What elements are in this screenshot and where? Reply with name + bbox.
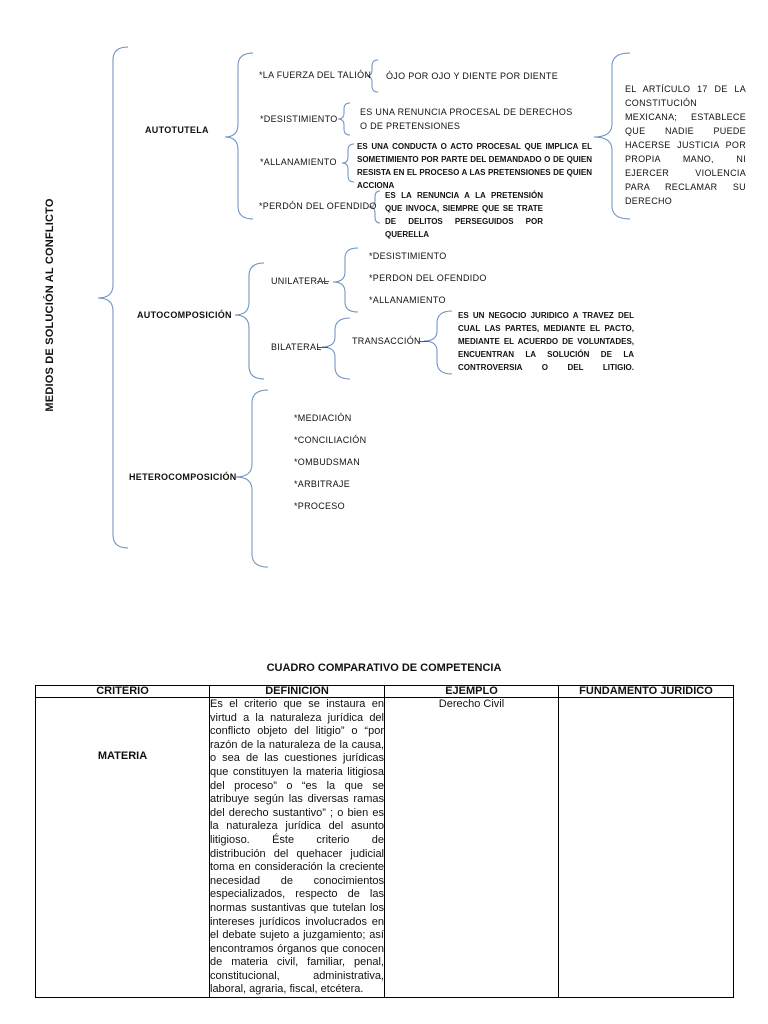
autotutela-bracket: [225, 53, 253, 219]
perdon-detail: ES LA RENUNCIA A LA PRETENSIÓN QUE INVOCA, SIEMPRE QUE SE TRATE DE DELITOS PERSEGUIDOS POR QUERELLA: [385, 191, 543, 239]
header-ejemplo: EJEMPLO: [385, 686, 559, 698]
transaccion-label: TRANSACCIÓN: [352, 336, 421, 346]
unilateral-label: UNILATERAL: [271, 276, 329, 286]
heterocomposicion-label: HETEROCOMPOSICIÓN: [129, 472, 237, 482]
hetero-item-conciliacion: *CONCILIACIÓN: [294, 435, 367, 445]
desistimiento-detail-line-2: O DE PRETENSIONES: [360, 121, 461, 131]
header-definicion: DEFINICION: [210, 686, 385, 698]
heterocomposicion-bracket: [236, 390, 268, 567]
bilateral-label: BILATERAL: [271, 342, 322, 352]
header-fundamento: FUNDAMENTO JURIDICO: [559, 686, 734, 698]
unilateral-item-allanamiento: *ALLANAMIENTO: [369, 295, 446, 305]
hetero-item-ombudsman: *OMBUDSMAN: [294, 457, 361, 467]
definicion-value: Es el criterio que se instaura en virtud a la naturaleza jurídica del conflicto objeto del litigio” o “por razón de la naturaleza de la causa, o sea de las cuestiones jurídicas que constituyen la materia litigiosa del proceso” o “es la que se atribuye según las diversas ramas del derecho sustantivo” ; o bien es la naturaleza jurídica del asunto litigioso. Éste criterio de distribución del quehacer judicial toma en consideración la creciente necesidad de conocimientos especializados, respecto de las normas sustantivas que tutelan los intereses jurídicos involucrados en el debate sujeto a juzgamiento; así encontramos órganos que conocen de materia civil, familiar, penal, constitucional, administrativa, laboral, agraria, fiscal, etcétera.: [210, 698, 384, 996]
transaccion-detail: ES UN NEGOCIO JURIDICO A TRAVEZ DEL CUAL LAS PARTES, MEDIANTE EL PACTO, MEDIANTE EL ACUERDO DE VOLUNTADES, ENCUENTRAN LA SOLUCIÓN DE LA CONTROVERSIA O DEL LITIGIO.: [458, 311, 634, 372]
transaccion-connector: [418, 341, 428, 342]
table-header-row: [36, 686, 734, 698]
hetero-item-arbitraje: *ARBITRAJE: [294, 479, 351, 489]
diagram-vertical-title: MEDIOS DE SOLUCIÓN AL CONFLICTO: [44, 198, 56, 412]
cell-definicion: [210, 698, 385, 998]
unilateral-item-perdon: *PERDON DEL OFENDIDO: [369, 273, 487, 283]
autotutela-item-desistimiento: *DESISTIMIENTO: [260, 114, 338, 124]
autotutela-item-talion: *LA FUERZA DEL TALIÓN: [259, 70, 372, 80]
unilateral-item-desistimiento: *DESISTIMIENTO: [369, 251, 447, 261]
autotutela-item-allanamiento: *ALLANAMIENTO: [260, 157, 337, 167]
desistimiento-detail-line-1: ES UNA RENUNCIA PROCESAL DE DERECHOS: [360, 107, 573, 117]
hetero-item-mediacion: *MEDIACIÓN: [294, 413, 352, 423]
allanamiento-detail: ES UNA CONDUCTA O ACTO PROCESAL QUE IMPLICA EL SOMETIMIENTO POR PARTE DEL DEMANDADO O DE QUIEN RESISTA EN EL PROCESO A LAS PRETENSIONES DE QUIEN ACCIONA: [357, 142, 592, 190]
hetero-item-proceso: *PROCESO: [294, 501, 345, 511]
criterio-value: MATERIA: [97, 750, 148, 762]
table-row: [36, 698, 734, 998]
bilateral-connector: [318, 347, 328, 348]
autocomposicion-bracket: [235, 263, 264, 379]
main-bracket: [98, 47, 128, 548]
autocomposicion-label: AUTOCOMPOSICIÓN: [137, 310, 232, 320]
table-title: CUADRO COMPARATIVO DE COMPETENCIA: [266, 662, 502, 674]
autotutela-label: AUTOTUTELA: [145, 125, 209, 135]
autotutela-item-perdon: *PERDÓN DEL OFENDIDO: [259, 201, 377, 211]
comparison-table: [35, 685, 734, 998]
unilateral-connector: [317, 281, 329, 282]
cell-ejemplo: Derecho Civil: [385, 698, 559, 998]
cell-criterio: [36, 698, 210, 998]
header-criterio: CRITERIO: [36, 686, 210, 698]
constitution-note: EL ARTÍCULO 17 DE LA CONSTITUCIÓN MEXICANA; ESTABLECE QUE NADIE PUEDE HACERSE JUSTICIA POR PROPIA MANO, NI EJERCER VIOLENCIA PARA RECLAMAR SU DERECHO: [625, 84, 746, 206]
talion-detail: ÓJO POR OJO Y DIENTE POR DIENTE: [386, 71, 558, 81]
cell-fundamento: [559, 698, 734, 998]
